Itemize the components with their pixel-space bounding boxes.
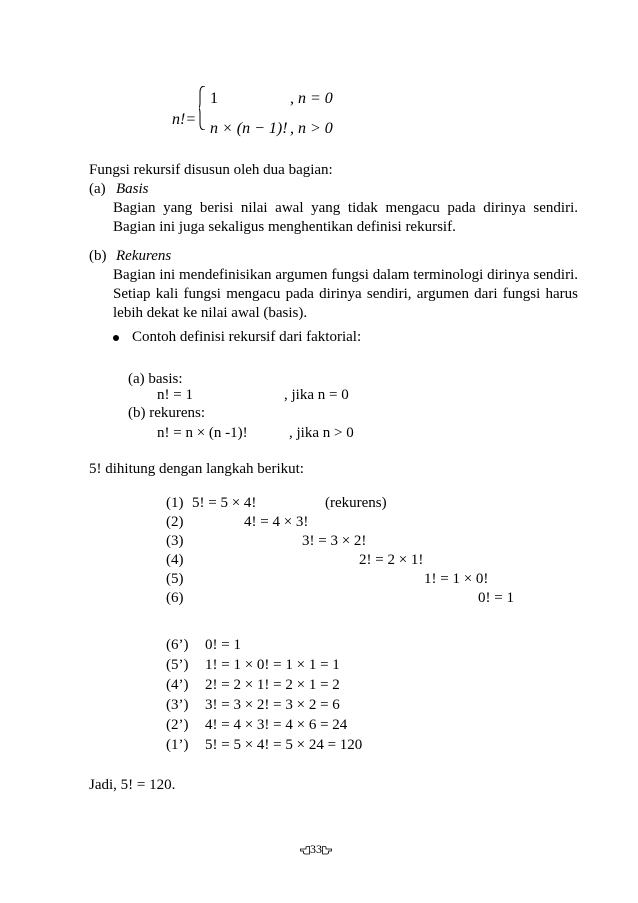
page-footer [300, 842, 332, 856]
formula-case2-condition: , n > 0 [290, 120, 333, 137]
formula-case1-condition: , n = 0 [290, 90, 333, 107]
back-6-expr: 0! = 1 [205, 637, 241, 653]
rekurens-title: Rekurens [116, 248, 172, 264]
example-b-expr: n! = n × (n -1)! [157, 425, 248, 441]
step-2-num: (2) [166, 514, 184, 530]
back-5-num: (5’) [166, 657, 189, 673]
basis-text: Bagian yang berisi nilai awal yang tidak mengacu pada dirinya sendiri. Bagian ini juga sekaligus menghentikan definisi rekursif. [113, 200, 578, 235]
step-5-num: (5) [166, 571, 184, 587]
back-2-num: (2’) [166, 717, 189, 733]
back-2-expr: 4! = 4 × 3! = 4 × 6 = 24 [205, 717, 348, 733]
formula-case2-value: n × (n − 1)! [210, 120, 288, 137]
example-b-cond: , jika n > 0 [289, 425, 354, 441]
left-brace-icon [199, 86, 205, 130]
bullet-text: Contoh definisi rekursif dari faktorial: [132, 329, 362, 345]
conclusion-text: Jadi, 5! = 120. [89, 777, 176, 793]
page-number: 33 [310, 842, 322, 856]
back-5-expr: 1! = 1 × 0! = 1 × 1 = 1 [205, 657, 340, 673]
right-hand-pointer-icon [322, 846, 332, 855]
step-4-num: (4) [166, 552, 184, 568]
example-b-label: (b) rekurens: [128, 405, 206, 421]
steps-intro: 5! dihitung dengan langkah berikut: [89, 461, 304, 477]
step-2-expr: 4! = 4 × 3! [244, 514, 309, 530]
step-6-expr: 0! = 1 [478, 590, 514, 606]
step-3-num: (3) [166, 533, 184, 549]
example-a-label: (a) basis: [128, 371, 183, 387]
back-6-num: (6’) [166, 637, 189, 653]
back-1-expr: 5! = 5 × 4! = 5 × 24 = 120 [205, 737, 363, 753]
left-hand-pointer-icon [300, 846, 310, 855]
formula-case1-value: 1 [210, 90, 218, 107]
step-3-expr: 3! = 3 × 2! [302, 533, 367, 549]
back-4-expr: 2! = 2 × 1! = 2 × 1 = 2 [205, 677, 340, 693]
example-a-expr: n! = 1 [157, 387, 193, 403]
intro-text: Fungsi rekursif disusun oleh dua bagian: [89, 162, 333, 178]
step-6-num: (6) [166, 590, 184, 606]
back-3-expr: 3! = 3 × 2! = 3 × 2 = 6 [205, 697, 340, 713]
back-3-num: (3’) [166, 697, 189, 713]
basis-title: Basis [116, 181, 149, 197]
example-a-cond: , jika n = 0 [284, 387, 349, 403]
back-4-num: (4’) [166, 677, 189, 693]
step-1-num: (1) [166, 495, 184, 511]
step-5-expr: 1! = 1 × 0! [424, 571, 489, 587]
formula-lhs: n!= [172, 111, 197, 128]
step-1-note: (rekurens) [325, 495, 387, 511]
step-1-expr: 5! = 5 × 4! [192, 495, 257, 511]
rekurens-label: (b) [89, 248, 107, 264]
bullet-dot [113, 335, 119, 341]
basis-label: (a) [89, 181, 106, 197]
rekurens-text: Bagian ini mendefinisikan argumen fungsi dalam terminologi dirinya sendiri. Setiap kali fungsi mengacu pada dirinya sendiri, argumen dari fungsi harus lebih dekat ke nilai awal (basis). [113, 267, 578, 321]
step-4-expr: 2! = 2 × 1! [359, 552, 424, 568]
back-1-num: (1’) [166, 737, 189, 753]
